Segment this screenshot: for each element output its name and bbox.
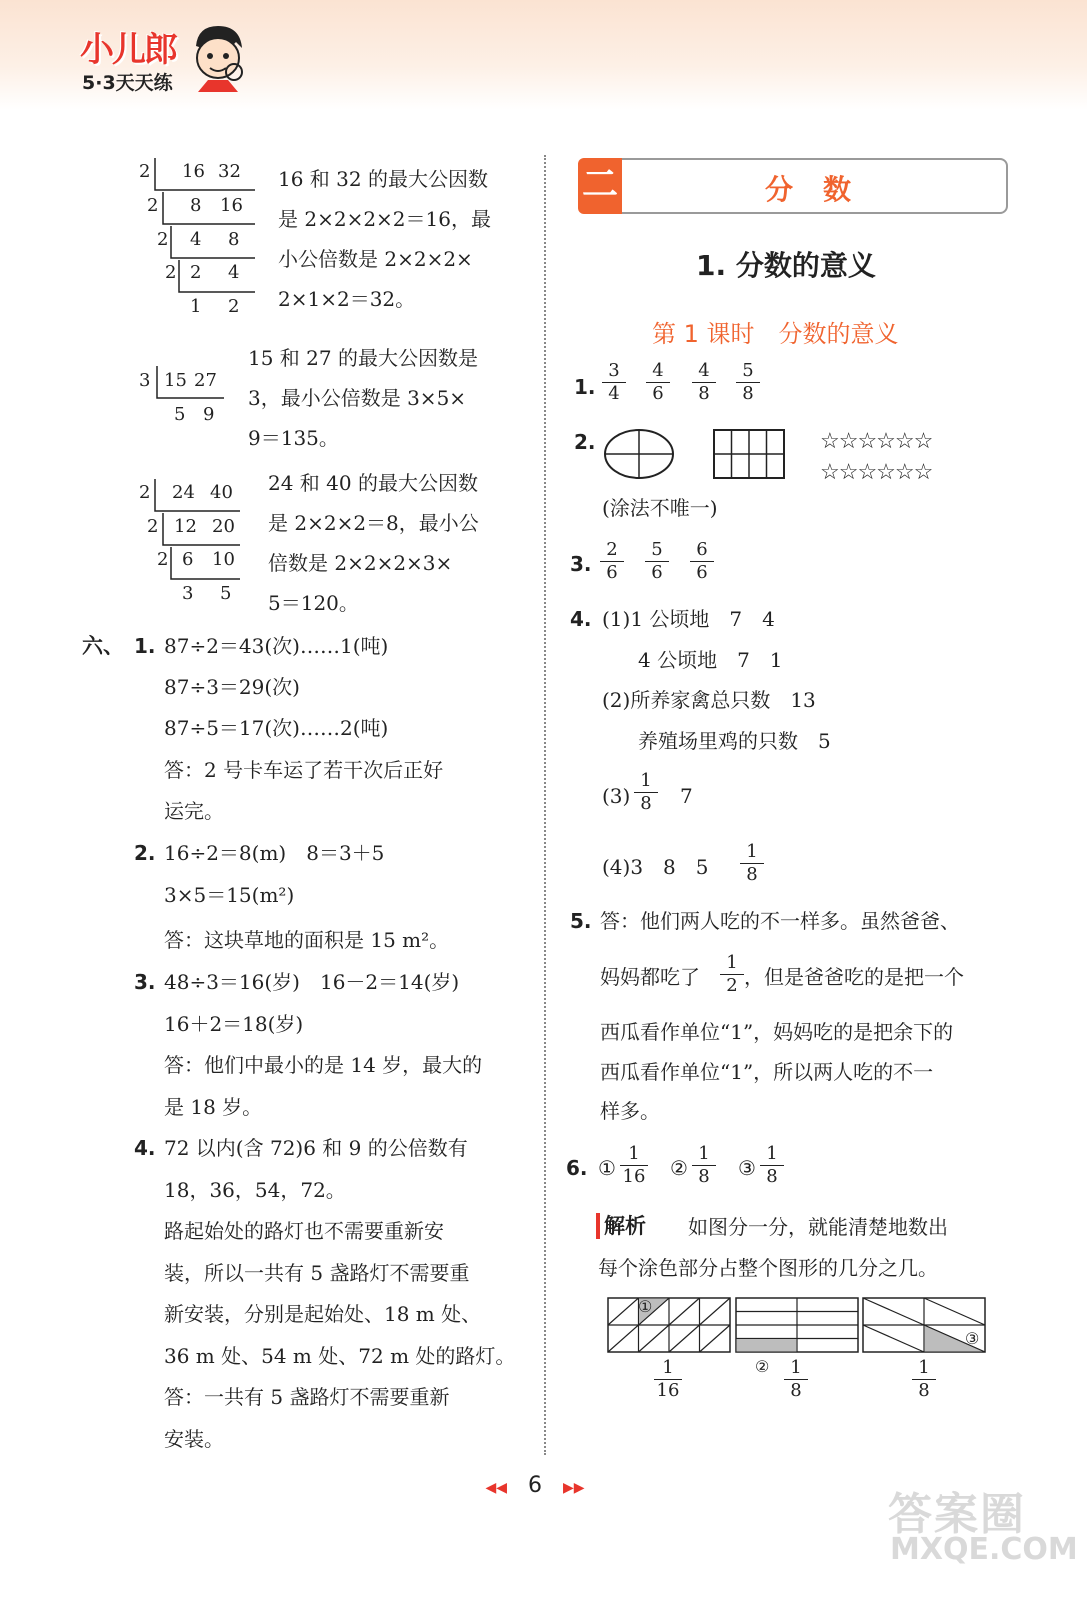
text-line: 16÷2＝8(m) 8＝3＋5: [164, 841, 385, 865]
fraction: $\frac{1}{16}$: [620, 1143, 648, 1188]
fraction: $\frac{1}{8}$: [784, 1357, 808, 1402]
question-number: 1.: [134, 634, 156, 658]
section-title: 1. 分数的意义: [696, 249, 876, 282]
text-line: 16＋2＝18(岁): [164, 1012, 304, 1036]
divisor: 2: [157, 549, 169, 570]
circle-number: ①: [598, 1156, 616, 1180]
watermark-logo: 答案圈: [888, 1489, 1026, 1540]
fraction: $\frac{6}{6}$: [690, 539, 714, 584]
ellipse-figure: [602, 426, 678, 482]
dividend: 24: [172, 482, 195, 503]
text-line: 养殖场里鸡的只数 5: [638, 729, 831, 753]
text-line: (4)3 8 5: [602, 855, 709, 879]
watermark-url: MXQE.COM: [890, 1532, 1078, 1567]
divisor: 2: [157, 229, 169, 250]
text-line: 4 公顷地 7 1: [638, 648, 783, 672]
quotient: 12: [174, 516, 197, 537]
quotient: 4: [228, 262, 240, 283]
text-line: 87÷5＝17(次)……2(吨): [164, 716, 389, 740]
prev-arrow-icon: ◀◀: [485, 1480, 508, 1496]
dividend: 16: [182, 161, 205, 182]
chapter-banner: [578, 158, 1008, 214]
division-lines: [152, 364, 232, 404]
text-line: 装，所以一共有 5 盏路灯不需要重: [164, 1261, 470, 1285]
quotient: 8: [190, 195, 202, 216]
quotient: 20: [212, 516, 235, 537]
question-number: 4.: [570, 607, 592, 631]
text-line: 16 和 32 的最大公因数: [278, 167, 488, 191]
fraction: $\frac{4}{6}$: [646, 360, 670, 405]
brand-logo: 小儿郎: [80, 30, 176, 70]
question-number: 6.: [566, 1156, 588, 1180]
text-line: 87÷2＝43(次)……1(吨): [164, 634, 389, 658]
text-line: 答：一共有 5 盏路灯不需要重新: [164, 1385, 450, 1409]
fraction: $\frac{1}{8}$: [760, 1143, 784, 1188]
text-line: 小公倍数是 2×2×2×: [278, 247, 473, 271]
grid-figure: [712, 428, 788, 480]
lesson-title: 第 1 课时 分数的意义: [652, 320, 899, 348]
figure-2: [736, 1298, 858, 1352]
fraction: $\frac{5}{8}$: [736, 360, 760, 405]
fraction: $\frac{1}{16}$: [654, 1357, 682, 1402]
division-lines: [150, 477, 250, 585]
divisor: 2: [165, 262, 177, 283]
chapter-number: 二: [578, 158, 622, 214]
text-line: 运完。: [164, 799, 224, 823]
fraction: $\frac{1}{8}$: [692, 1143, 716, 1188]
quotient: 5: [174, 404, 186, 425]
text-line: (3): [602, 784, 631, 808]
dividend: 32: [218, 161, 241, 182]
text-line: ，但是爸爸吃的是把一个: [744, 965, 964, 989]
text-line: 36 m 处、54 m 处、72 m 处的路灯。: [164, 1344, 516, 1368]
column-divider: [544, 155, 546, 1455]
question-number: 2.: [134, 841, 156, 865]
note-text: (涂法不唯一): [602, 496, 718, 520]
question-number: 4.: [134, 1136, 156, 1160]
fraction: $\frac{1}{8}$: [912, 1357, 936, 1402]
figure-1: [608, 1298, 730, 1352]
quotient: 5: [220, 583, 232, 604]
quotient: 9: [203, 404, 215, 425]
dividend: 15: [164, 370, 187, 391]
text-line: (1)1 公顷地 7 4: [602, 607, 775, 631]
fraction: $\frac{4}{8}$: [692, 360, 716, 405]
text-line: 是 2×2×2＝8，最小公: [268, 511, 479, 535]
divisor: 2: [147, 195, 159, 216]
question-number: 3.: [570, 552, 592, 576]
divisor: 2: [147, 516, 159, 537]
fraction: $\frac{1}{8}$: [634, 770, 658, 815]
text-line: 15 和 27 的最大公因数是: [248, 346, 478, 370]
fraction: $\frac{1}{8}$: [740, 841, 764, 886]
text-line: 新安装，分别是起始处、18 m 处、: [164, 1302, 482, 1326]
quotient: 16: [220, 195, 243, 216]
text-line: 18，36，54，72。: [164, 1178, 346, 1202]
quotient: 3: [182, 583, 194, 604]
analysis-figures: [606, 1296, 991, 1356]
dividend: 40: [210, 482, 233, 503]
chapter-title: 分数: [764, 173, 881, 206]
text-line: 是 18 岁。: [164, 1095, 263, 1119]
division-lines: [150, 156, 260, 298]
page-footer: [455, 1473, 615, 1498]
question-number: 5.: [570, 909, 592, 933]
text-line: (2)所养家禽总只数 13: [602, 688, 816, 712]
circle-number: ③: [965, 1329, 980, 1348]
text-line: 3×5＝15(m²): [164, 883, 295, 907]
text-line: 5＝120。: [268, 591, 359, 615]
circle-number: ②: [755, 1357, 770, 1376]
text-line: 答：2 号卡车运了若干次后正好: [164, 758, 444, 782]
fraction: $\frac{5}{6}$: [645, 539, 669, 584]
quotient: 4: [190, 229, 202, 250]
quotient: 8: [228, 229, 240, 250]
next-arrow-icon: ▶▶: [562, 1480, 585, 1496]
star-row: ☆☆☆☆☆☆: [820, 460, 933, 485]
text-line: 每个涂色部分占整个图形的几分之几。: [598, 1256, 938, 1280]
question-number: 3.: [134, 970, 156, 994]
quotient: 2: [228, 296, 240, 317]
divisor: 3: [139, 370, 151, 391]
text-line: 样多。: [600, 1099, 660, 1123]
text-line: 24 和 40 的最大公因数: [268, 471, 478, 495]
text-line: 答：这块草地的面积是 15 m²。: [164, 928, 450, 952]
section-number: 六、: [82, 634, 124, 658]
text-line: 2×1×2＝32。: [278, 287, 416, 311]
question-number: 1.: [574, 375, 596, 399]
page-number: 6: [528, 1473, 542, 1498]
text-line: 西瓜看作单位“1”，妈妈吃的是把余下的: [600, 1020, 954, 1044]
text-line: 9＝135。: [248, 426, 339, 450]
question-number: 2.: [574, 430, 596, 454]
text-line: 7: [680, 784, 693, 808]
circle-number: ②: [670, 1156, 688, 1180]
text-line: 西瓜看作单位“1”，所以两人吃的不一: [600, 1060, 934, 1084]
dividend: 27: [194, 370, 217, 391]
circle-number: ①: [638, 1297, 653, 1316]
text-line: 87÷3＝29(次): [164, 675, 300, 699]
quotient: 1: [190, 296, 202, 317]
text-line: 72 以内(含 72)6 和 9 的公倍数有: [164, 1136, 468, 1160]
divisor: 2: [139, 161, 151, 182]
star-row: ☆☆☆☆☆☆: [820, 429, 933, 454]
fraction: $\frac{1}{2}$: [720, 952, 744, 997]
divisor: 2: [139, 482, 151, 503]
text-line: 答：他们中最小的是 14 岁，最大的: [164, 1053, 483, 1077]
brand-subtitle: 5·3天天练: [82, 72, 173, 94]
text-line: 如图分一分，就能清楚地数出: [688, 1215, 948, 1239]
quotient: 2: [190, 262, 202, 283]
text-line: 答：他们两人吃的不一样多。虽然爸爸、: [600, 909, 960, 933]
text-line: 倍数是 2×2×2×3×: [268, 551, 453, 575]
analysis-label: 解析: [596, 1213, 646, 1239]
fraction: $\frac{2}{6}$: [600, 539, 624, 584]
text-line: 妈妈都吃了: [600, 965, 700, 989]
text-line: 是 2×2×2×2＝16，最: [278, 207, 491, 231]
quotient: 10: [212, 549, 235, 570]
circle-number: ③: [738, 1156, 756, 1180]
text-line: 48÷3＝16(岁) 16－2＝14(岁): [164, 970, 460, 994]
quotient: 6: [182, 549, 194, 570]
text-line: 路起始处的路灯也不需要重新安: [164, 1219, 444, 1243]
mascot-icon: [188, 22, 248, 94]
text-line: 安装。: [164, 1427, 224, 1451]
text-line: 3，最小公倍数是 3×5×: [248, 386, 467, 410]
fraction: $\frac{3}{4}$: [602, 360, 626, 405]
